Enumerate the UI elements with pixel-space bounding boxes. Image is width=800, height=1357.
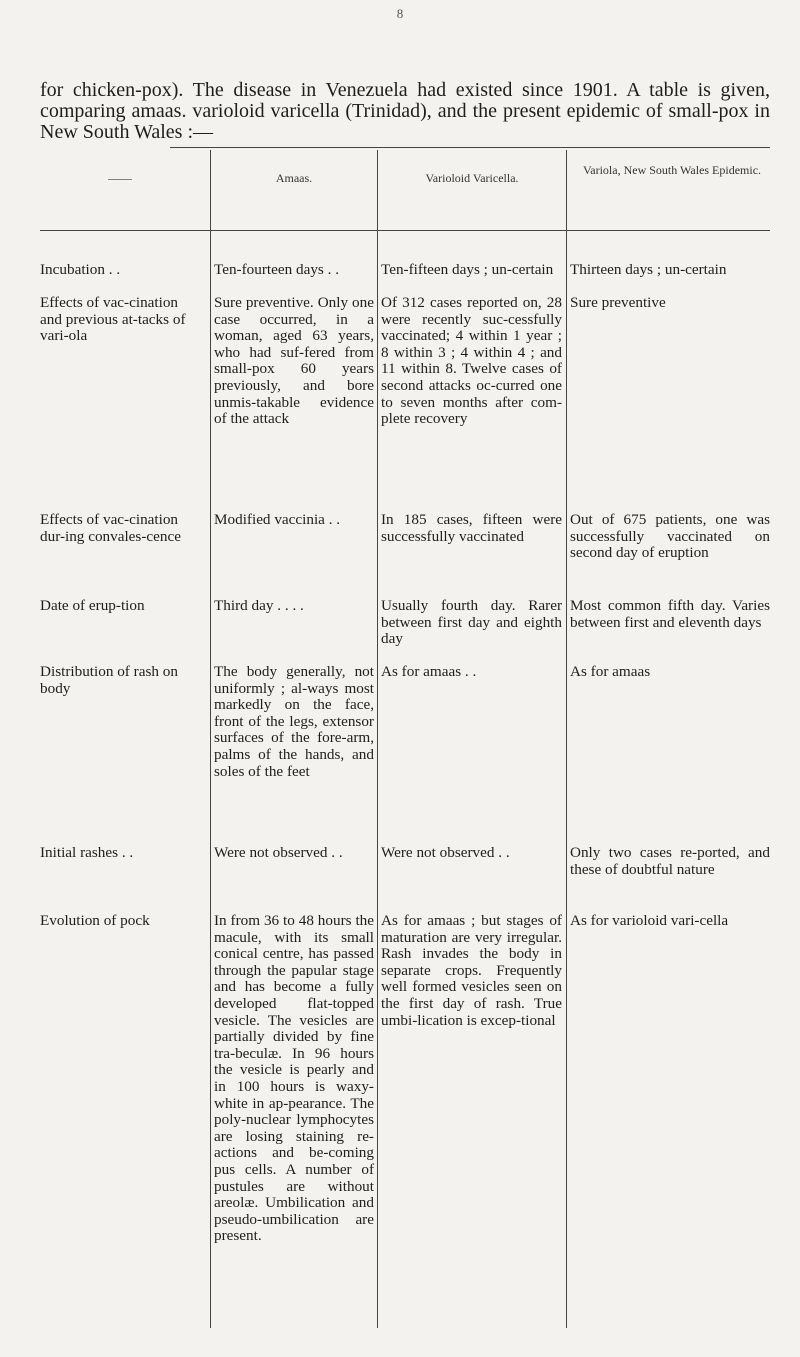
cell-amaas-convalescence-vaccination: Modified vaccinia . . [214,511,341,528]
table-top-rule [170,147,770,148]
cell-varioloid-pock-evolution: As for amaas ; but stages of maturation are very irregular. Rash invades the body in separate crops. Frequently well formed vesicles seen on the first day of rash. True umbi-lication is excep-tional [381,912,562,1029]
cell-variola-convalescence-vaccination: Out of 675 patients, one was successfully vaccinated on second day of eruption [570,511,770,562]
header-variola: Variola, New South Wales Epidemic. [582,163,762,177]
table-header-rule [40,230,770,231]
cell-amaas-pock-evolution: In from 36 to 48 hours the macule, with its small conical centre, has passed through the papular stage and has become a fully developed flat-topped vesicle. The vesicles are partially divided by fine tra-beculæ. In 96 hours the vesicle is pearly and in 100 hours is waxy-white in ap-pearance. The poly-nuclear lymphocytes are losing staining re-actions and be-coming pus cells. A number of pustules are without areolæ. Umbilication and pseudo-umbilication are present. [214,912,374,1245]
cell-varioloid-initial-rashes: Were not observed . . [381,844,510,861]
header-amaas: Amaas. [275,171,313,185]
row-label-date-of-eruption: Date of erup-tion [40,597,145,614]
cell-varioloid-incubation: Ten-fifteen days ; un-certain [381,261,554,278]
page-number: 8 [396,6,404,21]
header-varioloid: Varioloid Varicella. [425,171,519,185]
cell-amaas-vaccination-effects: Sure preventive. Only one case occurred, in a woman, aged 63 years, who had suf-fered from small-pox 60 years previously, and bore unmis-takable evidence of the attack [214,294,374,428]
row-label-initial-rashes: Initial rashes . . [40,844,134,861]
cell-varioloid-date-of-eruption: Usually fourth day. Rarer between first day and eighth day [381,597,562,648]
intro-paragraph: for chicken-pox). The disease in Venezuela had existed since 1901. A table is given, comparing amaas. varioloid varicella (Trinidad), and the present epidemic of small-pox in New South Wales :— [40,79,770,143]
cell-varioloid-vaccination-effects: Of 312 cases reported on, 28 were recently suc-cessfully vaccinated; 4 within 1 year ; 8 within 3 ; 4 within 4 ; and 11 within 8. Twelve cases of second attacks oc-curred one to seven months after com-plete recovery [381,294,562,428]
column-divider-2 [377,150,378,1328]
cell-varioloid-rash-distribution: As for amaas . . [381,663,477,680]
row-label-pock-evolution: Evolution of pock [40,912,150,929]
row-label-incubation: Incubation . . [40,261,121,278]
row-label-rash-distribution: Distribution of rash on body [40,663,178,697]
cell-amaas-date-of-eruption: Third day . . . . [214,597,304,614]
header-feature: —— [108,171,132,185]
cell-amaas-initial-rashes: Were not observed . . [214,844,343,861]
cell-amaas-rash-distribution: The body generally, not uniformly ; al-ways most markedly on the face, front of the legs, extensor surfaces of the fore-arm, palms of the hands, and soles of the feet [214,663,374,780]
cell-varioloid-convalescence-vaccination: In 185 cases, fifteen were successfully vaccinated [381,511,562,545]
cell-variola-incubation: Thirteen days ; un-certain [570,261,727,278]
column-divider-1 [210,150,211,1328]
cell-variola-pock-evolution: As for varioloid vari-cella [570,912,729,929]
column-divider-3 [566,150,567,1328]
cell-variola-initial-rashes: Only two cases re-ported, and these of doubtful nature [570,844,770,878]
cell-variola-rash-distribution: As for amaas [570,663,651,680]
cell-variola-vaccination-effects: Sure preventive [570,294,666,311]
cell-variola-date-of-eruption: Most common fifth day. Varies between first and eleventh days [570,597,770,631]
row-label-convalescence-vaccination: Effects of vac-cination dur-ing convales-cence [40,511,181,545]
row-label-vaccination-effects: Effects of vac-cination and previous at-tacks of vari-ola [40,294,186,345]
cell-amaas-incubation: Ten-fourteen days . . [214,261,340,278]
